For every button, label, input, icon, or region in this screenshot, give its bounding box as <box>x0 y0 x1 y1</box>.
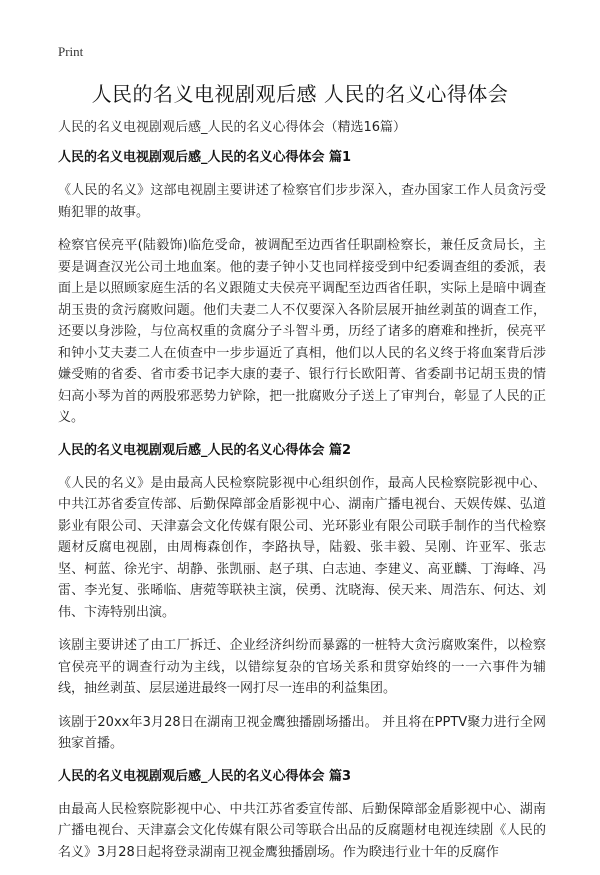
section-3 <box>58 767 546 864</box>
section-heading: 人民的名义电视剧观后感_人民的名义心得体会 篇3 <box>58 768 352 784</box>
paragraph: 由最高人民检察院影视中心、中共江苏省委宣传部、后勤保障部金盾影视中心、湖南广播电视台、天津嘉会文化传媒有限公司等联合出品的反腐题材电视连续剧《人民的名义》3月28日起将登录湖南卫视金鹰独播剧场。作为睽违行业十年的反腐作 <box>58 801 546 860</box>
paragraph: 《人民的名义》是由最高人民检察院影视中心组织创作，最高人民检察院影视中心、中共江苏省委宣传部、后勤保障部金盾影视中心、湖南广播电视台、天娱传媒、弘道影业有限公司、天津嘉会文化传媒有限公司、光环影业有限公司联手制作的当代检察题材反腐电视剧，由周梅森创作，李路执导，陆毅、张丰毅、吴刚、许亚军、张志坚、柯蓝、徐光宇、胡静、张凯丽、赵子琪、白志迪、李建义、高亚麟、丁海峰、冯雷、李光复、张晞临、唐菀等联袂主演，侯勇、沈晓海、侯天来、周浩东、何达、刘伟、卞涛特别出演。 <box>58 475 546 620</box>
paragraph: 检察官侯亮平(陆毅饰)临危受命，被调配至边西省任职副检察长，兼任反贪局长，主要是调查汉光公司土地血案。他的妻子钟小艾也同样接受到中纪委调查组的委派，表面上是以照顾家庭生活的名义跟随丈夫侯亮平调配至边西省任职，实际上是暗中调查胡玉贵的贪污腐败问题。他们夫妻二人不仅要深入各阶层展开抽丝剥茧的调查工作，还要以身涉险，与位高权重的贪腐分子斗智斗勇，历经了诸多的磨难和挫折，侯亮平和钟小艾夫妻二人在侦查中一步步逼近了真相，他们以人民的名义终于将血案背后涉嫌受贿的省委、省市委书记李大康的妻子、银行行长欧阳菁、省委副书记胡玉贵的情妇高小琴为首的两股邪恶势力铲除，把一批腐败分子送上了审判台，彰显了人民的正义。 <box>58 238 546 425</box>
paragraph: 《人民的名义》这部电视剧主要讲述了检察官们步步深入，查办国家工作人员贪污受贿犯罪的故事。 <box>58 183 546 220</box>
paragraph: 该剧于20xx年3月28日在湖南卫视金鹰独播剧场播出。 并且将在PPTV聚力进行全网独家首播。 <box>58 714 546 751</box>
document-subtitle: 人民的名义电视剧观后感_人民的名义心得体会（精选16篇） <box>58 120 407 135</box>
section-2 <box>58 441 546 755</box>
section-heading: 人民的名义电视剧观后感_人民的名义心得体会 篇2 <box>58 442 352 458</box>
page-title: 人民的名义电视剧观后感 人民的名义心得体会 <box>91 82 509 106</box>
paragraph: 该剧主要讲述了由工厂拆迁、企业经济纠纷而暴露的一桩特大贪污腐败案件，以检察官侯亮平的调查行动为主线，以错综复杂的官场关系和贯穿始终的一一六事件为辅线，抽丝剥茧、层层递进最终一网打尽一连串的利益集团。 <box>58 638 546 696</box>
document-body <box>58 118 546 875</box>
section-1 <box>58 148 546 429</box>
print-link[interactable]: Print <box>58 44 84 59</box>
section-heading: 人民的名义电视剧观后感_人民的名义心得体会 篇1 <box>58 150 352 165</box>
